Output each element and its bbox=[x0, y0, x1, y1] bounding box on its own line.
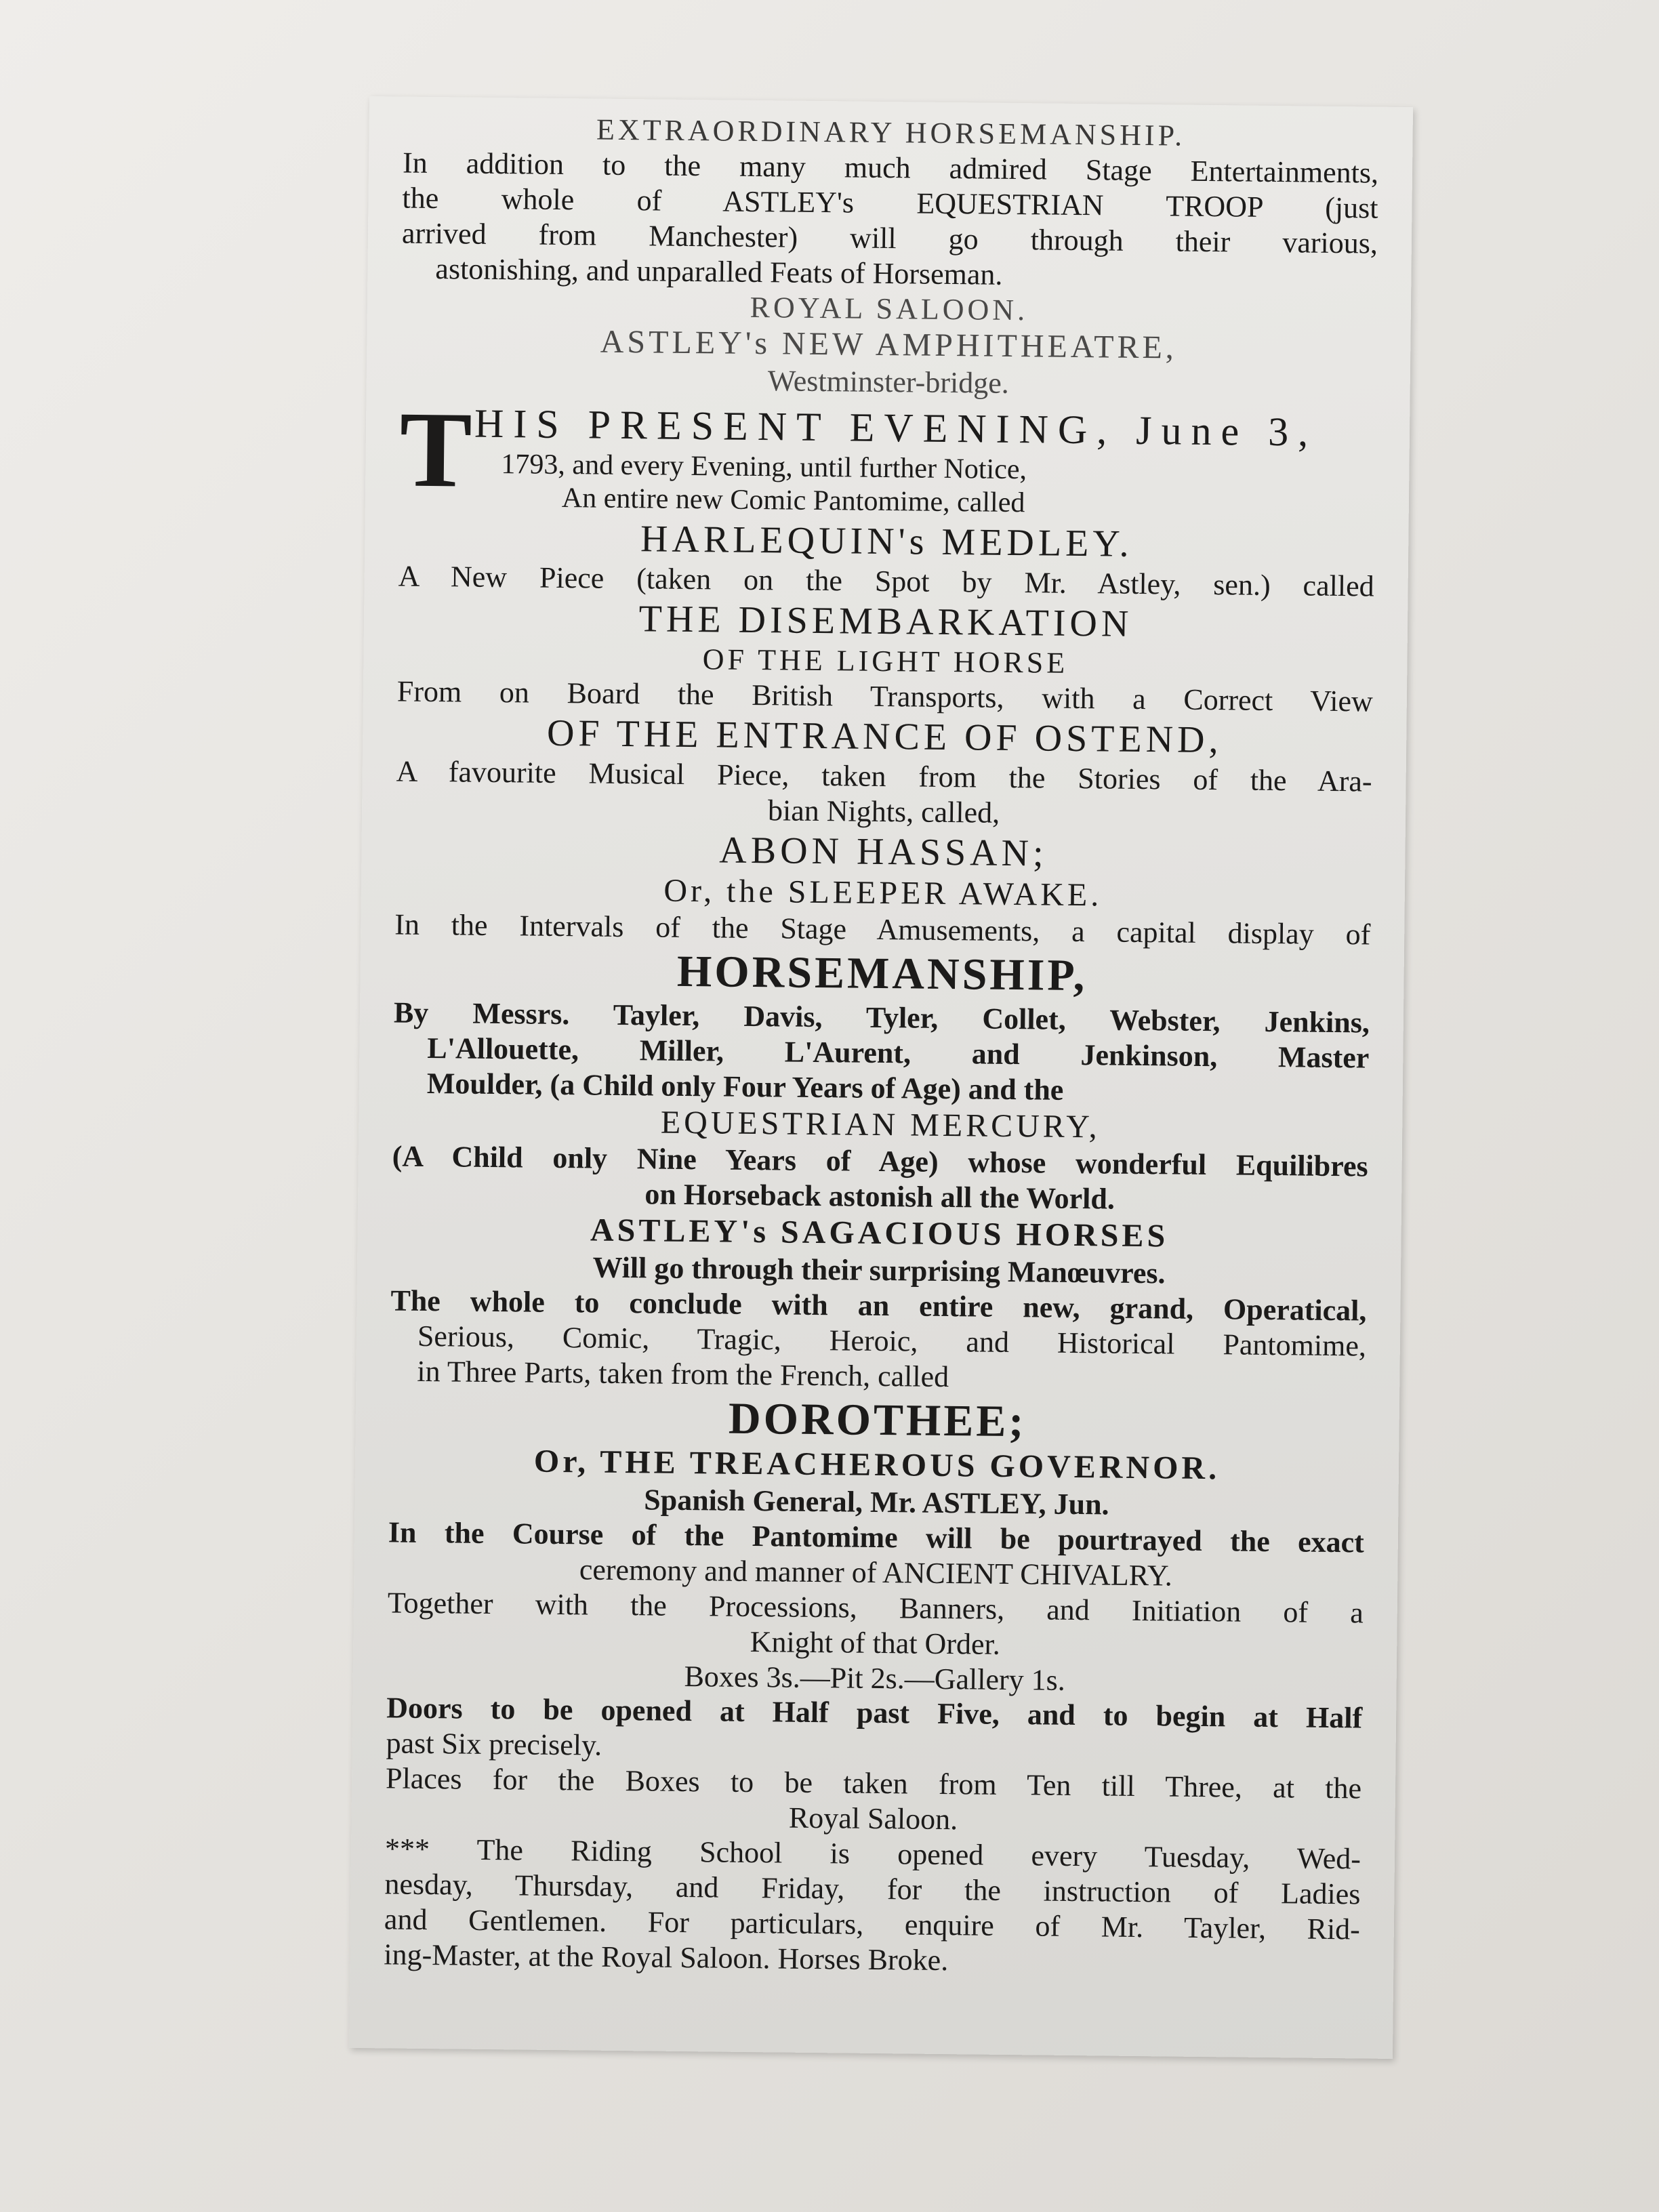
title-disembarkation: THE DISEMBARKATION bbox=[638, 598, 1133, 645]
text-line: 1793, and every Evening, until further Notice, bbox=[501, 448, 1027, 485]
subtitle-treacherous-governor: Or, THE TREACHEROUS GOVERNOR. bbox=[533, 1443, 1221, 1487]
text-line: in Three Parts, taken from the French, called bbox=[417, 1354, 949, 1393]
heading-amphitheatre: ASTLEY's NEW AMPHITHEATRE, bbox=[600, 324, 1178, 366]
text-line: astonishing, and unparalled Feats of Horseman. bbox=[435, 251, 1003, 291]
text-line: Spanish General, Mr. ASTLEY, Jun. bbox=[644, 1483, 1109, 1521]
text-line: A New Piece (taken on the Spot by Mr. Astley, sen.) called bbox=[398, 559, 1374, 603]
drop-cap: T bbox=[398, 388, 483, 510]
text-line: In addition to the many much admired Stage Entertainments, bbox=[402, 146, 1379, 190]
text-line: ceremony and manner of ANCIENT CHIVALRY. bbox=[579, 1553, 1173, 1593]
text-line: In the Course of the Pantomime will be pourtrayed the exact bbox=[388, 1515, 1365, 1559]
title-abon-hassan: ABON HASSAN; bbox=[719, 829, 1048, 875]
text-line: Together with the Processions, Banners, and Initiation of a bbox=[387, 1586, 1364, 1630]
text-line: Royal Saloon. bbox=[788, 1801, 958, 1837]
title-ostend: OF THE ENTRANCE OF OSTEND, bbox=[546, 712, 1223, 761]
text-line: Serious, Comic, Tragic, Heroic, and Historical Pantomime, bbox=[417, 1319, 1367, 1363]
text-line: ing-Master, at the Royal Saloon. Horses Broke. bbox=[384, 1938, 949, 1977]
text-line: The whole to conclude with an entire new, grand, Operatical, bbox=[390, 1284, 1367, 1328]
text-line: From on Board the British Transports, with a Correct View bbox=[396, 674, 1374, 718]
text-line: L'Allouette, Miller, L'Aurent, and Jenkinson, Master bbox=[427, 1031, 1370, 1075]
text-westminster: Westminster-bridge. bbox=[767, 364, 1010, 400]
title-dorothee: DOROTHEE; bbox=[728, 1393, 1027, 1446]
headline-extraordinary: EXTRAORDINARY HORSEMANSHIP. bbox=[596, 112, 1186, 152]
title-equestrian-mercury: EQUESTRIAN MERCURY, bbox=[660, 1104, 1101, 1145]
text-line: on Horseback astonish all the World. bbox=[644, 1177, 1115, 1216]
newspaper-clipping bbox=[349, 96, 1413, 2059]
text-line: In the Intervals of the Stage Amusements, a capital display of bbox=[394, 907, 1371, 951]
text-line: nesday, Thursday, and Friday, for the instruction of Ladies bbox=[384, 1867, 1361, 1911]
text-line: past Six precisely. bbox=[386, 1726, 602, 1763]
title-sagacious-horses: ASTLEY's SAGACIOUS HORSES bbox=[590, 1212, 1169, 1254]
text-line: and Gentlemen. For particulars, enquire of Mr. Tayler, Rid- bbox=[384, 1902, 1361, 1946]
prices-line: Boxes 3s.—Pit 2s.—Gallery 1s. bbox=[684, 1659, 1066, 1697]
text-line: Moulder, (a Child only Four Years of Age) and the bbox=[426, 1066, 1064, 1107]
present-evening-text: HIS PRESENT EVENING, June 3, bbox=[474, 401, 1318, 455]
title-horsemanship: HORSEMANSHIP, bbox=[676, 947, 1088, 1001]
text-line: *** The Riding School is opened every Tuesday, Wed- bbox=[384, 1832, 1361, 1876]
text-line: Knight of that Order. bbox=[750, 1624, 1001, 1661]
title-harlequins-medley: HARLEQUIN's MEDLEY. bbox=[640, 518, 1133, 565]
title-light-horse: OF THE LIGHT HORSE bbox=[702, 642, 1069, 680]
subtitle-sleeper-awake: Or, the SLEEPER AWAKE. bbox=[663, 872, 1103, 914]
text-line: bian Nights, called, bbox=[767, 793, 1000, 830]
text-line: arrived from Manchester) will go through their various, bbox=[401, 216, 1378, 260]
heading-royal-saloon: ROYAL SALOON. bbox=[750, 290, 1029, 327]
text-line: By Messrs. Tayler, Davis, Tyler, Collet, Webster, Jenkins, bbox=[393, 996, 1370, 1040]
text-line: Will go through their surprising Manœuvres. bbox=[592, 1250, 1166, 1290]
text-line: Doors to be opened at Half past Five, and to begin at Half bbox=[386, 1691, 1363, 1735]
text-line: A favourite Musical Piece, taken from the Stories of the Ara- bbox=[396, 754, 1372, 798]
text-line: Places for the Boxes to be taken from Ten till Three, at the bbox=[385, 1761, 1362, 1805]
text-line: (A Child only Nine Years of Age) whose wonderful Equilibres bbox=[392, 1139, 1368, 1183]
text-line: the whole of ASTLEY's EQUESTRIAN TROOP (just bbox=[402, 181, 1378, 225]
text-line: An entire new Comic Pantomime, called bbox=[561, 483, 1025, 519]
